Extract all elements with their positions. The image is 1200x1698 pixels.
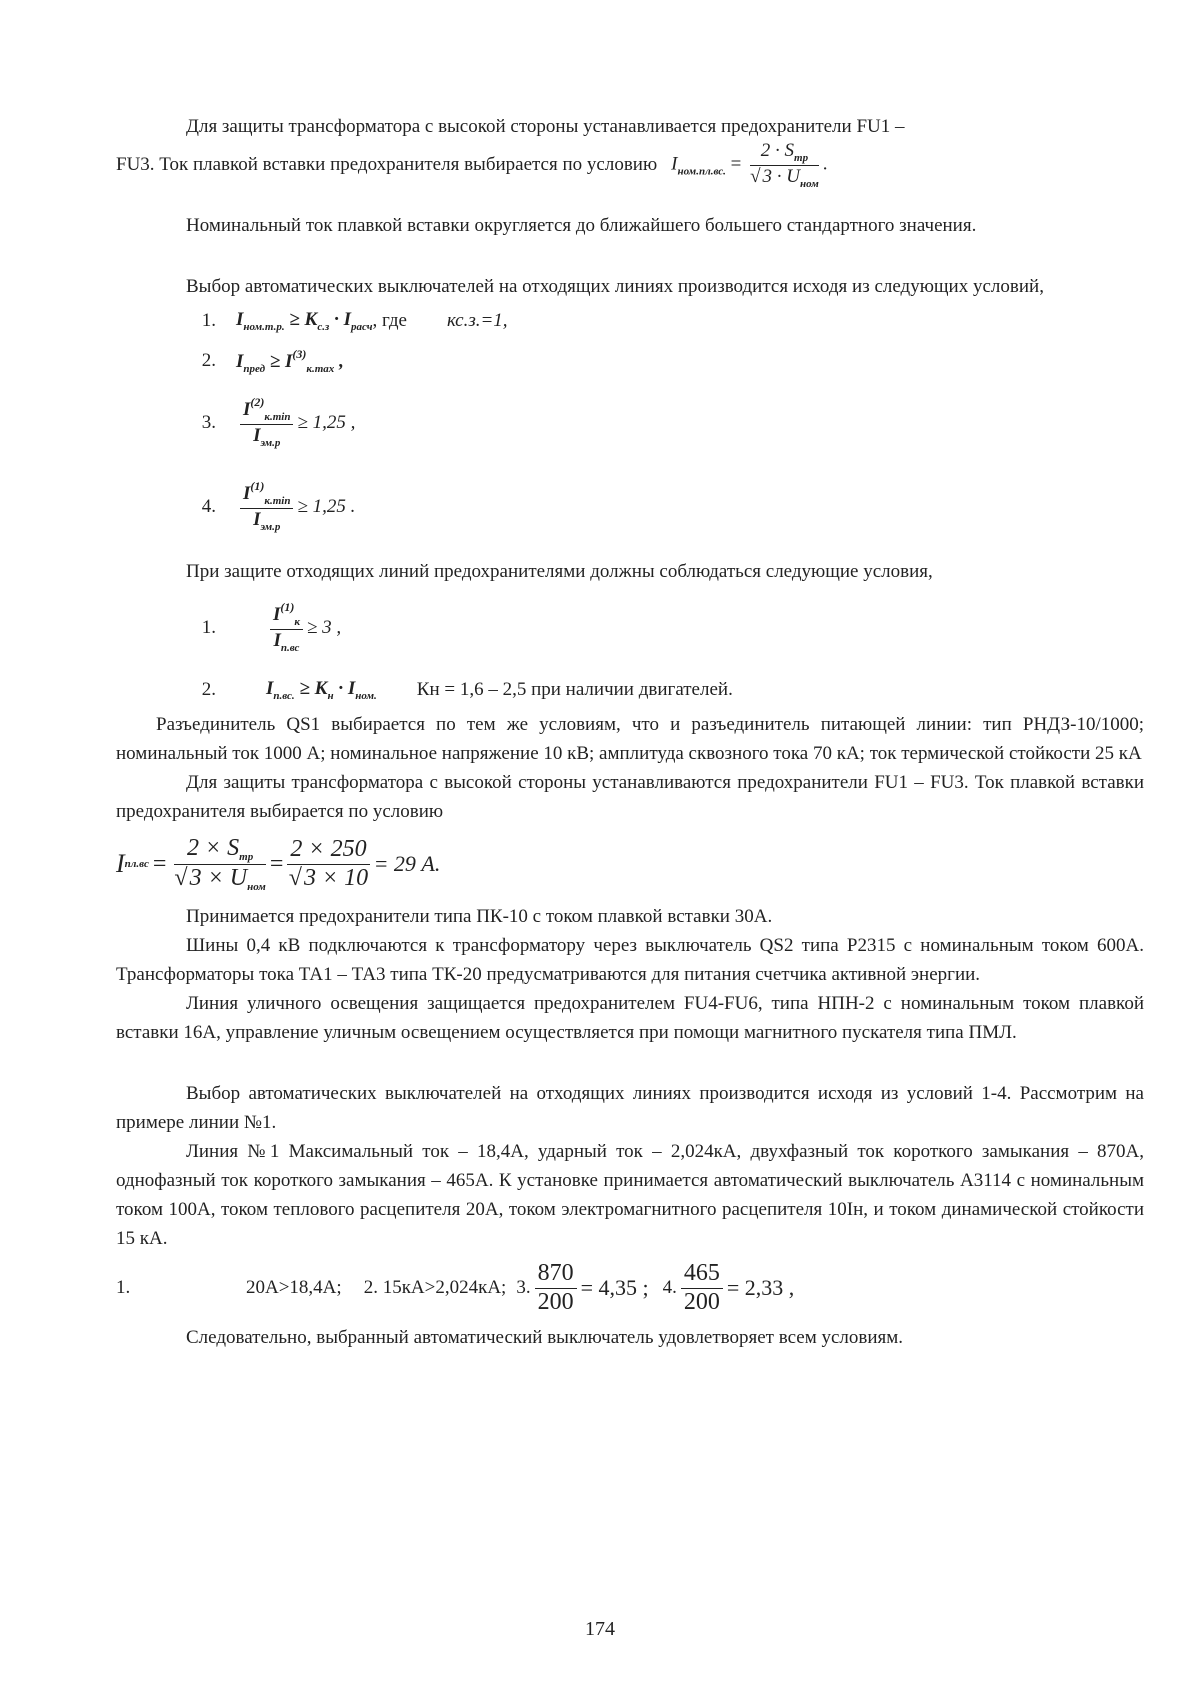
paragraph-breaker-conditions: Выбор автоматических выключателей на отходящих линиях производится исходя из следующих условий, bbox=[186, 276, 1044, 297]
fuse-condition-1: 1. $I^{(1)}_к$ $I_{п.вс}$ ≥ 3 , bbox=[201, 600, 342, 654]
formula-main: I пл.вс = $2 \times S_{тр}$ $√3 \times U_{ном}$ = $\frac{2 \times 250}{√3 \times 10}$ = 29 А. bbox=[116, 834, 441, 893]
page-body bbox=[116, 112, 1144, 1352]
paragraph-disconnector: Разъединитель QS1 выбирается по тем же условиям, что и разъединитель питающей линии: тип РНДЗ-10/1000; номинальный ток 1000 А; номинальное напряжение 10 кВ; амплитуда сквозного тока 70 кА; ток термической стойкости 25 кА bbox=[116, 714, 1144, 764]
check-row: 1. 20А>18,4А; 2. 15кА>2,024кА; 3. $\frac{870}{200}$ = 4,35 ; 4. $\frac{465}{200}$ = 2,33 , bbox=[116, 1259, 795, 1315]
paragraph-rounding: Номинальный ток плавкой вставки округляется до ближайшего большего стандартного значения. bbox=[186, 215, 977, 236]
condition-2: 2. $I_{пред} \ge I^{(3)}_{к.max}$ , bbox=[201, 347, 344, 375]
paragraph-conclusion: Следовательно, выбранный автоматический выключатель удовлетворяет всем условиям. bbox=[186, 1327, 904, 1348]
condition-3: 3. $I^{(2)}_{к.min}$ $I_{эм.р}$ ≥ 1,25 , bbox=[201, 395, 356, 449]
condition-4: 4. $I^{(1)}_{к.min}$ $I_{эм.р}$ ≥ 1,25 . bbox=[201, 479, 356, 533]
paragraph-fuse-conditions: При защите отходящих линий предохранителями должны соблюдаться следующие условия, bbox=[186, 561, 933, 582]
paragraph-fuse-intro-line2: FU3. Ток плавкой вставки предохранителя выбирается по условию bbox=[116, 154, 658, 175]
paragraph-busbars: Шины 0,4 кВ подключаются к трансформатору через выключатель QS2 типа Р2315 с номинальным током 600А. Трансформаторы тока ТА1 – ТА3 типа ТК-20 предусматриваются для питания счетчика активной энергии. bbox=[116, 935, 1144, 985]
fraction-3: $\frac{870}{200}$ bbox=[535, 1260, 577, 1316]
paragraph-street-lighting: Линия уличного освещения защищается предохранителем FU4-FU6, типа НПН-2 с номинальным током плавкой вставки 16А, управление уличным освещением осуществляется при помощи магнитного пускателя типа ПМЛ. bbox=[116, 993, 1144, 1043]
fraction-4: $\frac{465}{200}$ bbox=[681, 1260, 723, 1316]
formula-nominal-fuse: $I_{ном.пл.вс.}$ = $2 \cdot S_{тр}$ √ $3 \cdot U_{ном}$ . bbox=[671, 139, 828, 190]
paragraph-breaker-selection: Выбор автоматических выключателей на отходящих линиях производится исходя из условий 1-4. Рассмотрим на примере линии №1. bbox=[116, 1083, 1144, 1133]
paragraph-fuse-selection: Для защиты трансформатора с высокой стороны устанавливаются предохранители FU1 – FU3. Ток плавкой вставки предохранителя выбирается по условию bbox=[116, 772, 1144, 822]
paragraph-line-1: Линия №1 Максимальный ток – 18,4А, ударный ток – 2,024кА, двухфазный ток короткого замыкания – 870А, однофазный ток короткого замыкания – 465А. К установке принимается автоматический выключатель А3114 с номинальным током 100А, током теплового расцепителя 20А, током электромагнитного расцепителя 10Iн, и током динамической стойкости 15 кА. bbox=[116, 1141, 1144, 1249]
formula-row-1 bbox=[116, 141, 1144, 189]
condition-1: 1. $I_{ном.т.р.} \ge К_{с.з} \cdot I_{расч}$ , где кс.з.=1, bbox=[201, 309, 508, 333]
paragraph-fuse-accepted: Принимается предохранители типа ПК-10 с током плавкой вставки 30А. bbox=[186, 906, 773, 927]
paragraph-fuse-intro: Для защиты трансформатора с высокой стороны устанавливается предохранители FU1 – bbox=[186, 116, 905, 137]
page-number: 174 bbox=[585, 1618, 615, 1640]
fuse-condition-2: 2. $I_{п.вс.} \ge К_н \cdot I_{ном.}$ Кн = 1,6 – 2,5 при наличии двигателей. bbox=[201, 678, 733, 702]
